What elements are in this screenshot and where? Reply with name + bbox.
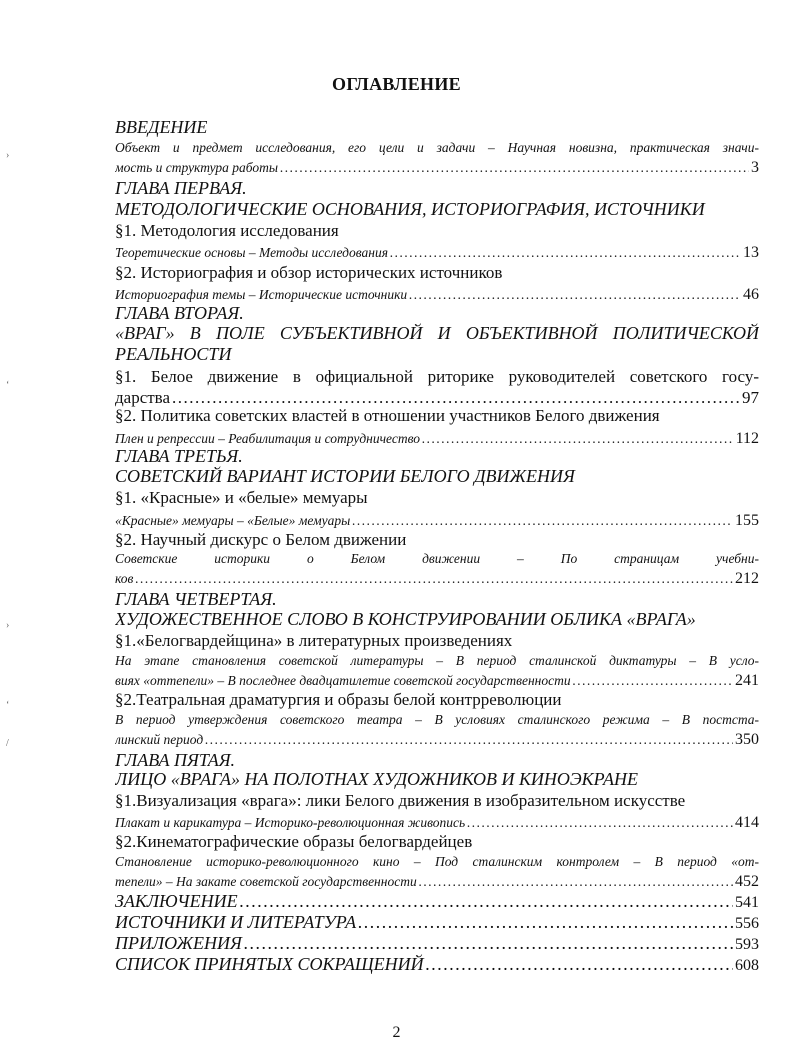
toc-ch2-section1-line2: дарства [115,388,171,407]
toc-sources: ИСТОЧНИКИ И ЛИТЕРАТУРА [115,912,357,932]
toc-ch5-section2-entry [115,873,759,891]
toc-ch4-section2-subtitle-line2: линский период [115,732,204,747]
toc-ch4-section2-page: 350 [735,731,759,748]
toc-conclusion-entry [115,891,759,912]
leader-dots [426,954,733,975]
toc-ch3-title: СОВЕТСКИЙ ВАРИАНТ ИСТОРИИ БЕЛОГО ДВИЖЕНИЯ [115,466,575,486]
scan-mark: ‘ [6,700,10,711]
toc-intro-heading: ВВЕДЕНИЕ [115,117,208,137]
toc-intro-entry [115,159,759,177]
toc-appendix-entry [115,933,759,954]
toc-ch2-section2: §2. Политика советских властей в отношении участников Белого движения [115,406,660,425]
scan-mark: › [6,620,10,631]
toc-sources-page: 556 [735,915,759,932]
leader-dots [135,571,733,587]
toc-abbrev-page: 608 [735,957,759,974]
toc-ch4-section2-subtitle-line1: В период утверждения советского театра – В условиях сталинского режима – В постста- [115,712,759,727]
toc-ch1-section2-entry [115,286,759,304]
toc-ch2-title-line2: РЕАЛЬНОСТИ [115,344,232,364]
toc-intro-subtitle-line2: мость и структура работы [115,160,279,175]
toc-ch2-section1-line1: §1. Белое движение в официальной риторике руководителей советского госу- [115,367,759,386]
toc-ch2-title-line1: «ВРАГ» В ПОЛЕ СУБЪЕКТИВНОЙ И ОБЪЕКТИВНОЙ ПОЛИТИЧЕСКОЙ [115,323,759,343]
toc-ch2-section1-entry [115,388,759,408]
toc-ch1-section1-page: 13 [743,244,759,261]
toc-ch5-section2-subtitle-line2: тепели» – На закате советской государственности [115,874,417,889]
toc-ch5-section1: §1.Визуализация «врага»: лики Белого движения в изобразительном искусстве [115,791,686,810]
toc-appendix-page: 593 [735,936,759,953]
toc-intro-page: 3 [751,159,759,176]
toc-ch5-section2-page: 452 [735,873,759,890]
scan-mark: / [6,738,9,749]
toc-ch4-section2-entry [115,731,759,749]
toc-appendix: ПРИЛОЖЕНИЯ [115,933,242,953]
leader-dots [422,431,734,447]
toc-ch3-section1-page: 155 [735,512,759,529]
toc-ch4-section1-subtitle-line2: виях «оттепели» – В последнее двадцатилетие советской государственности [115,673,571,688]
toc-ch5-section1-entry [115,814,759,832]
page-number: 2 [392,1024,401,1041]
leader-dots [409,287,741,303]
toc-ch3-section2-subtitle-line1: Советские историки о Белом движении – По страницам учебни- [115,551,759,566]
toc-ch1-section1-subtitle: Теоретические основы – Методы исследования [115,245,388,260]
toc-ch3-section2-page: 212 [735,570,759,587]
toc-conclusion: ЗАКЛЮЧЕНИЕ [115,891,238,911]
leader-dots [390,245,741,261]
toc-ch1-section2-subtitle: Историография темы – Исторические источники [115,287,408,302]
toc-ch4-section1-entry [115,672,759,690]
leader-dots [419,874,733,890]
toc-ch1-title: МЕТОДОЛОГИЧЕСКИЕ ОСНОВАНИЯ, ИСТОРИОГРАФИЯ, ИСТОЧНИКИ [115,199,705,219]
scan-mark: ‘ [6,380,10,391]
toc-ch5-section1-subtitle: Плакат и карикатура – Историко-революционная живопись [115,815,466,830]
toc-ch2-section1-page: 97 [742,388,759,407]
toc-ch2-label: ГЛАВА ВТОРАЯ. [115,303,244,323]
toc-ch4-title: ХУДОЖЕСТВЕННОЕ СЛОВО В КОНСТРУИРОВАНИИ ОБЛИКА «ВРАГА» [115,609,696,629]
toc-ch4-label: ГЛАВА ЧЕТВЕРТАЯ. [115,589,277,609]
leader-dots [205,732,733,748]
leader-dots [358,912,733,933]
leader-dots [240,891,733,912]
leader-dots [244,933,733,954]
toc-ch1-section1: §1. Методология исследования [115,221,339,240]
leader-dots [280,160,749,176]
toc-ch2-section2-page: 112 [735,430,759,447]
toc-ch5-title: ЛИЦО «ВРАГА» НА ПОЛОТНАХ ХУДОЖНИКОВ И КИНОЭКРАНЕ [115,769,639,789]
toc-ch5-section2-subtitle-line1: Становление историко-революционного кино – Под сталинским контролем – В период «от- [115,854,759,869]
toc-ch1-section2: §2. Историография и обзор исторических источников [115,263,503,282]
toc-ch1-label: ГЛАВА ПЕРВАЯ. [115,178,247,198]
toc-ch3-section1-entry [115,512,759,530]
toc-ch2-section2-subtitle: Плен и репрессии – Реабилитация и сотрудничество [115,431,421,446]
toc-ch3-section1: §1. «Красные» и «белые» мемуары [115,488,368,507]
toc-sources-entry [115,912,759,933]
toc-ch5-section1-page: 414 [735,814,759,831]
toc-intro-subtitle-line1: Объект и предмет исследования, его цели и задачи – Научная новизна, практическая значи- [115,140,759,155]
toc-ch3-section2-subtitle-line2: ков [115,571,134,586]
toc-abbrev-entry [115,954,759,975]
toc-ch5-label: ГЛАВА ПЯТАЯ. [115,750,236,770]
toc-ch3-section1-subtitle: «Красные» мемуары – «Белые» мемуары [115,513,351,528]
toc-abbrev: СПИСОК ПРИНЯТЫХ СОКРАЩЕНИЙ [115,954,424,974]
toc-ch4-section1: §1.«Белогвардейщина» в литературных произведениях [115,631,513,650]
toc-ch4-section2: §2.Театральная драматургия и образы белой контрреволюции [115,690,562,709]
leader-dots [467,815,733,831]
scan-mark: › [6,150,10,161]
toc-conclusion-page: 541 [735,894,759,911]
toc-ch3-label: ГЛАВА ТРЕТЬЯ. [115,446,243,466]
toc-ch1-section2-page: 46 [743,286,759,303]
toc-ch5-section2: §2.Кинематографические образы белогвардейцев [115,832,473,851]
toc-ch3-section2-entry [115,570,759,588]
toc-ch1-section1-entry [115,244,759,262]
leader-dots [352,513,733,529]
toc-ch3-section2: §2. Научный дискурс о Белом движении [115,530,407,549]
toc-ch4-section1-subtitle-line1: На этапе становления советской литературы – В период сталинской диктатуры – В усло- [115,653,759,668]
leader-dots [172,388,740,408]
leader-dots [573,673,733,689]
toc-ch4-section1-page: 241 [735,672,759,689]
page-title: ОГЛАВЛЕНИЕ [332,74,461,94]
